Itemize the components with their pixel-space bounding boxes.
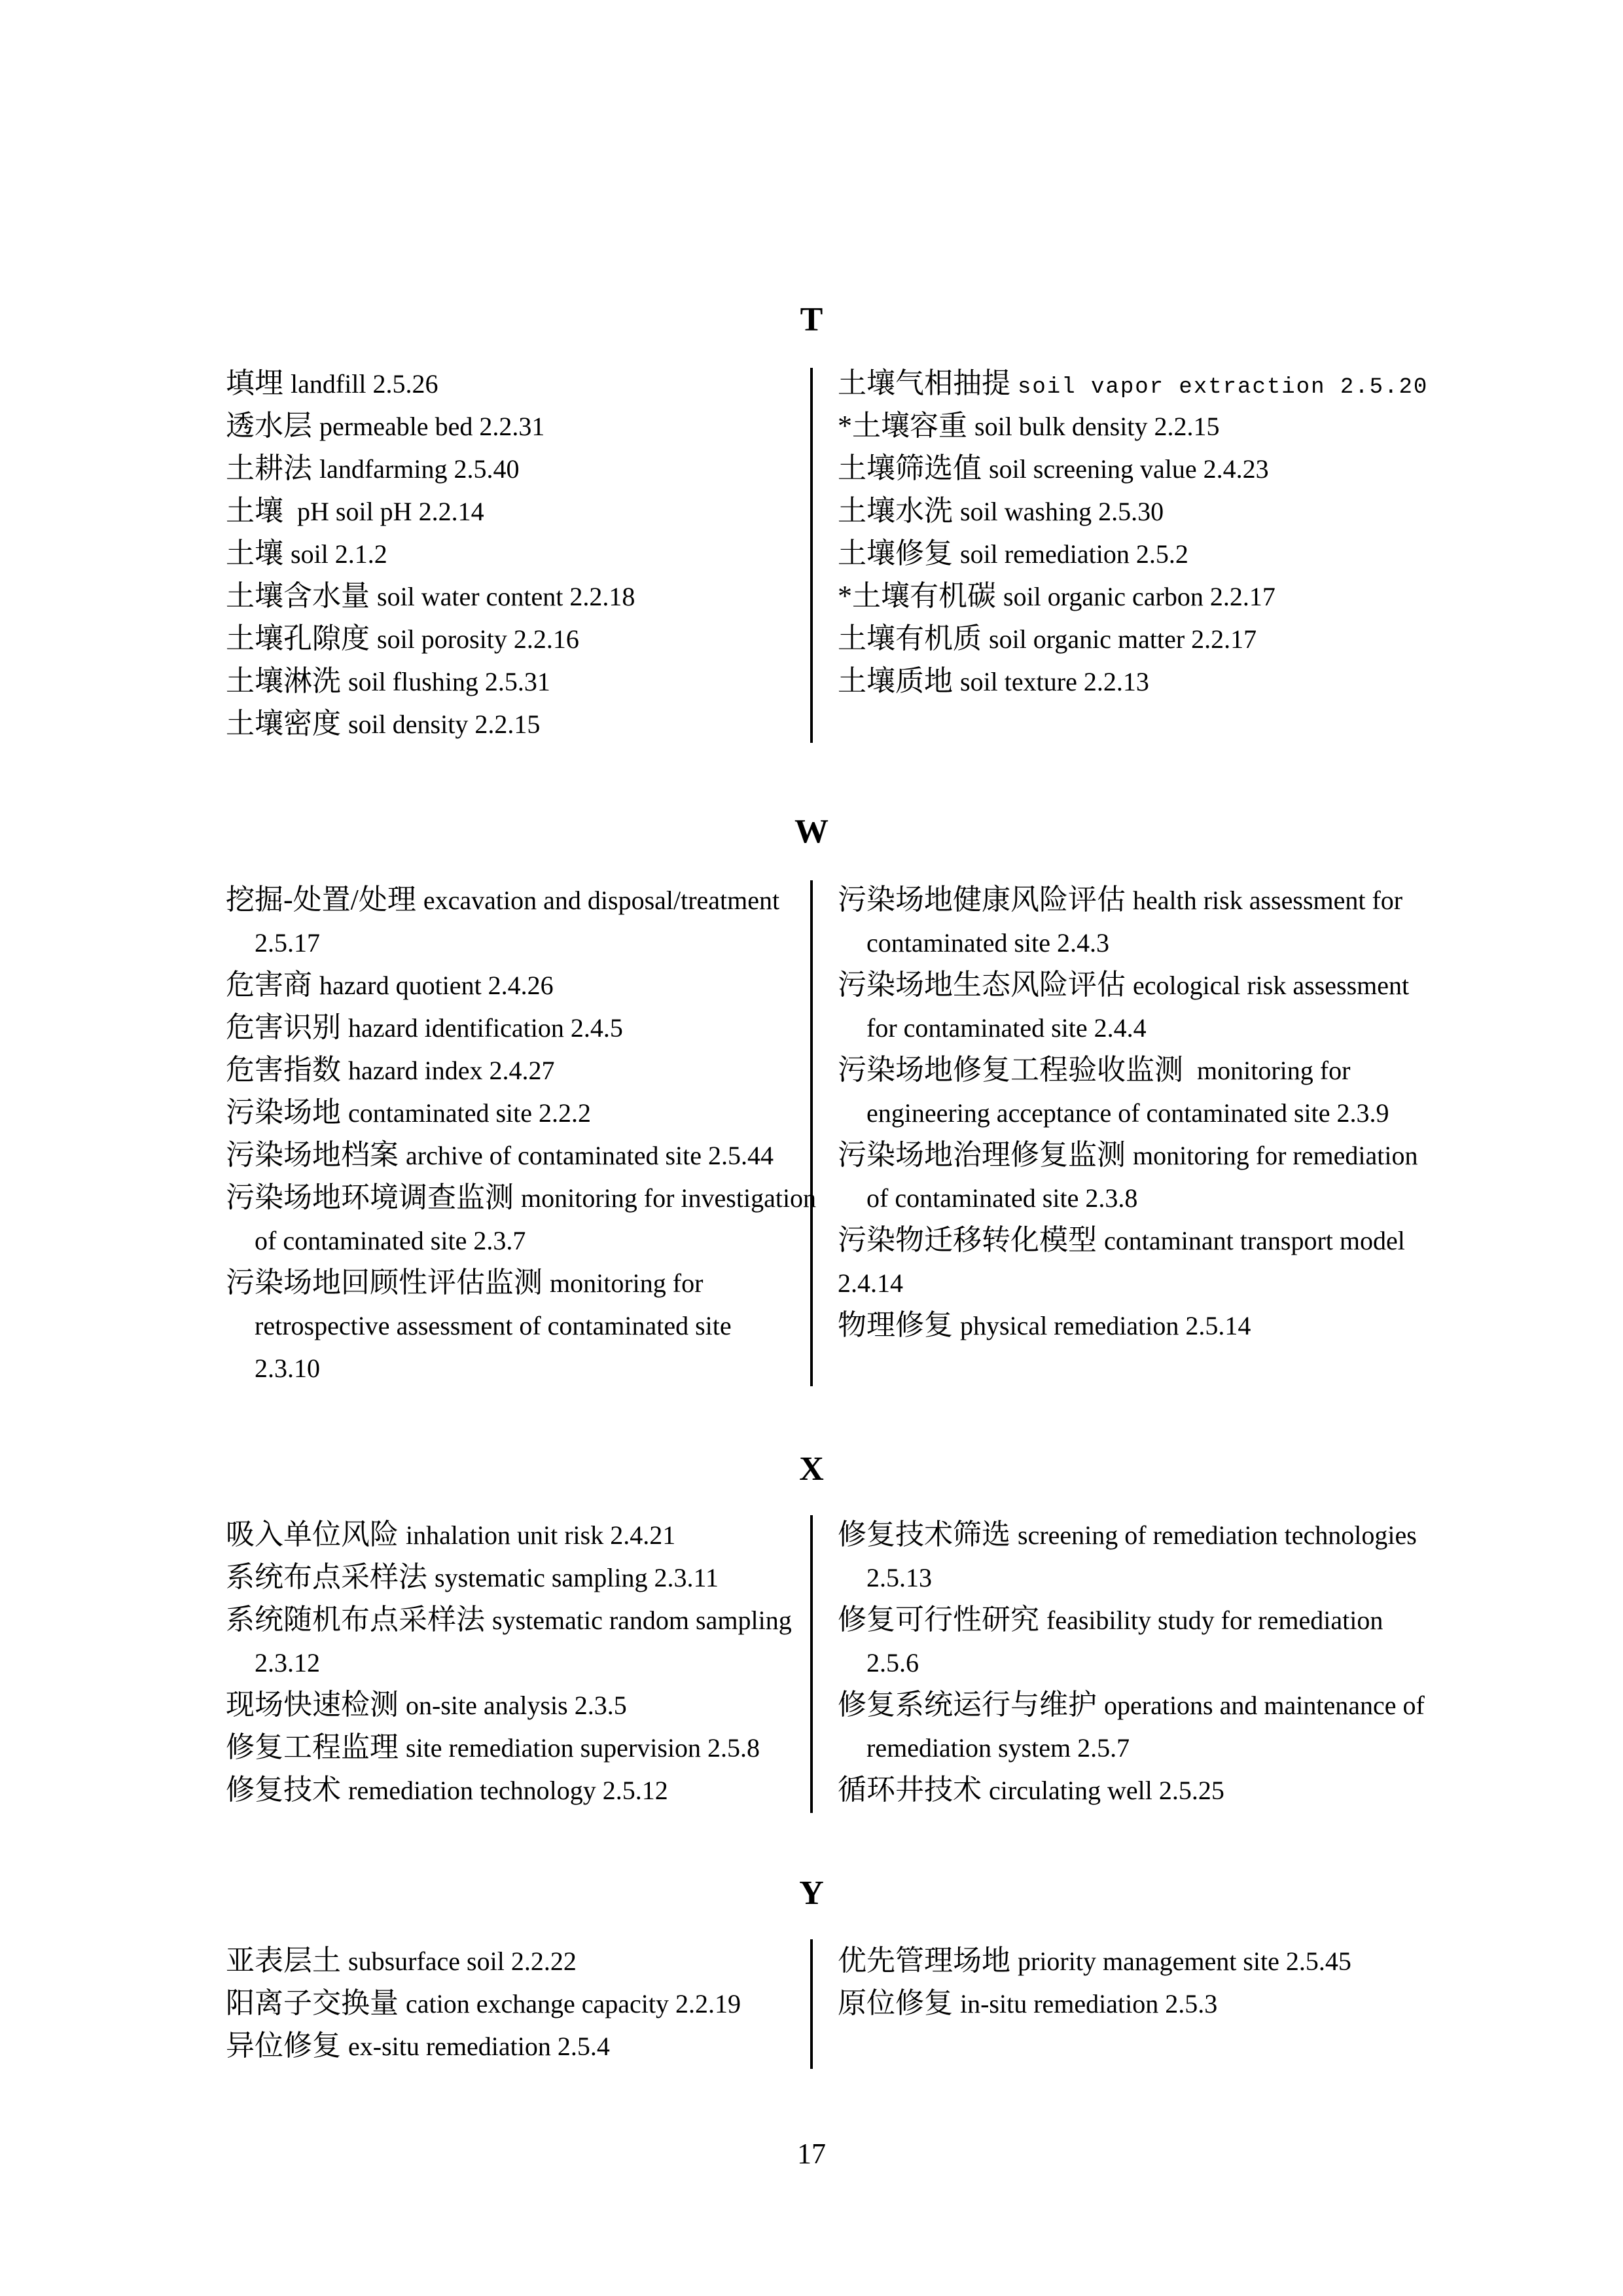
term-en: circulating well 2.5.25 — [989, 1776, 1224, 1805]
term-en: excavation and disposal/treatment — [423, 886, 780, 915]
term-en: soil porosity 2.2.16 — [377, 624, 579, 654]
term-en: soil texture 2.2.13 — [960, 667, 1149, 696]
index-entry-line — [838, 878, 1418, 921]
term-zh: 污染场地修复工程验收监测 — [838, 1054, 1183, 1086]
term-zh: 危害商 — [226, 969, 312, 1001]
term-en: of contaminated site 2.3.7 — [255, 1226, 526, 1255]
index-entry-line — [838, 575, 1428, 617]
index-entry-line — [226, 1346, 816, 1389]
term-en: soil bulk density 2.2.15 — [974, 412, 1220, 441]
term-zh: 污染场地 — [226, 1096, 341, 1128]
term-en: retrospective assessment of contaminated site — [255, 1311, 732, 1340]
index-entry-line — [226, 702, 635, 745]
term-zh: 污染场地回顾性评估监测 — [226, 1266, 543, 1299]
term-zh: 系统随机布点采样法 — [226, 1604, 485, 1636]
term-en: monitoring for remediation — [1133, 1141, 1418, 1170]
term-zh: 现场快速检测 — [226, 1689, 399, 1721]
term-en: cation exchange capacity 2.2.19 — [406, 1989, 741, 2018]
term-en: contaminant transport model — [1104, 1226, 1405, 1255]
term-en: landfill 2.5.26 — [291, 369, 438, 399]
index-entry-line — [838, 1982, 1351, 2024]
term-zh: 土壤质地 — [838, 665, 953, 697]
index-entry-line — [226, 362, 635, 404]
index-column-left-Y — [226, 1939, 741, 2067]
term-zh: 污染场地治理修复监测 — [838, 1139, 1126, 1171]
index-column-left-T — [226, 362, 635, 745]
index-entry-line — [838, 532, 1428, 575]
term-en: ex-situ remediation 2.5.4 — [348, 2032, 610, 2061]
term-zh: *土壤容重 — [838, 410, 967, 442]
term-en: feasibility study for remediation — [1046, 1605, 1383, 1635]
index-entry-line — [838, 1598, 1425, 1641]
index-entry-line — [838, 362, 1428, 404]
term-zh: 土壤有机质 — [838, 622, 982, 655]
term-en: soil organic carbon 2.2.17 — [1003, 582, 1275, 611]
index-entry-line — [838, 617, 1428, 660]
index-entry-line — [838, 1049, 1418, 1091]
column-divider — [810, 368, 813, 743]
index-entry-line — [226, 1641, 792, 1683]
index-entry-line — [226, 1683, 792, 1726]
index-entry-line — [838, 1006, 1418, 1049]
term-en: hazard identification 2.4.5 — [348, 1013, 623, 1043]
index-entry-line — [838, 1091, 1418, 1134]
term-zh: 土壤气相抽提 — [838, 367, 1010, 399]
term-zh: 土壤孔隙度 — [226, 622, 370, 655]
term-en: hazard index 2.4.27 — [348, 1056, 555, 1085]
term-en: for contaminated site 2.4.4 — [866, 1013, 1147, 1043]
index-entry-line — [226, 1726, 792, 1768]
term-en: of contaminated site 2.3.8 — [866, 1183, 1138, 1213]
term-zh: 修复可行性研究 — [838, 1604, 1039, 1636]
index-entry-line — [226, 1219, 816, 1261]
term-en: health risk assessment for — [1133, 886, 1403, 915]
term-zh: 透水层 — [226, 410, 312, 442]
term-zh: 危害指数 — [226, 1054, 341, 1086]
index-entry-line — [226, 1513, 792, 1556]
term-zh: 挖掘-处置/处理 — [226, 884, 416, 916]
section-header-X: X — [799, 1450, 824, 1488]
index-entry-line — [226, 1091, 816, 1134]
term-en: systematic sampling 2.3.11 — [435, 1563, 719, 1592]
index-column-left-X — [226, 1513, 792, 1811]
index-entry-line — [838, 1768, 1425, 1811]
term-zh: 土耕法 — [226, 452, 312, 484]
index-entry-line — [838, 963, 1418, 1006]
term-zh: 异位修复 — [226, 2030, 341, 2062]
term-en: 2.5.17 — [255, 928, 320, 958]
term-en: engineering acceptance of contaminated site 2.3.9 — [866, 1098, 1389, 1128]
term-en: site remediation supervision 2.5.8 — [406, 1733, 760, 1763]
index-entry-line — [838, 1134, 1418, 1176]
index-entry-line — [226, 617, 635, 660]
index-entry-line — [226, 447, 635, 490]
index-entry-line — [226, 963, 816, 1006]
index-entry-line — [226, 1939, 741, 1982]
term-zh: 土壤水洗 — [838, 495, 953, 527]
index-entry-line — [226, 1556, 792, 1598]
term-en: subsurface soil 2.2.22 — [348, 1946, 577, 1976]
term-en: permeable bed 2.2.31 — [319, 412, 545, 441]
term-en: ecological risk assessment — [1133, 971, 1410, 1000]
index-entry-line — [226, 404, 635, 447]
index-entry-line — [226, 1768, 792, 1811]
term-en: 2.3.10 — [255, 1354, 320, 1383]
term-zh: 循环井技术 — [838, 1774, 982, 1806]
term-zh: 危害识别 — [226, 1011, 341, 1043]
index-entry-line — [838, 1726, 1425, 1768]
term-zh: 土壤筛选值 — [838, 452, 982, 484]
term-zh: 土壤密度 — [226, 708, 341, 740]
index-entry-line — [838, 404, 1428, 447]
term-en: monitoring for investigation — [521, 1183, 817, 1213]
term-en: priority management site 2.5.45 — [1018, 1946, 1351, 1976]
term-zh: 土壤修复 — [838, 537, 953, 569]
term-en: soil density 2.2.15 — [348, 709, 541, 739]
term-zh: 原位修复 — [838, 1987, 953, 2019]
index-entry-line — [838, 1304, 1418, 1346]
index-entry-line — [226, 1982, 741, 2024]
term-zh: 污染场地生态风险评估 — [838, 969, 1126, 1001]
term-en: contaminated site 2.2.2 — [348, 1098, 592, 1128]
term-en: soil organic matter 2.2.17 — [989, 624, 1257, 654]
term-zh: *土壤有机碳 — [838, 580, 996, 612]
index-entry-line — [226, 878, 816, 921]
index-entry-line — [838, 490, 1428, 532]
index-entry-line — [838, 1513, 1425, 1556]
index-entry-line — [838, 1261, 1418, 1304]
term-en: soil flushing 2.5.31 — [348, 667, 550, 696]
term-en: soil water content 2.2.18 — [377, 582, 635, 611]
section-header-Y: Y — [799, 1874, 824, 1912]
page-number: 17 — [797, 2138, 826, 2170]
index-column-right-T — [838, 362, 1428, 702]
index-entry-line — [226, 660, 635, 702]
term-en: soil screening value 2.4.23 — [989, 454, 1269, 484]
term-zh: 修复技术 — [226, 1774, 341, 1806]
section-header-T: T — [800, 301, 823, 338]
index-entry-line — [226, 1006, 816, 1049]
term-en: soil remediation 2.5.2 — [960, 539, 1188, 569]
index-entry-line — [226, 1304, 816, 1346]
index-entry-line — [838, 447, 1428, 490]
index-entry-line — [838, 660, 1428, 702]
term-en: on-site analysis 2.3.5 — [406, 1691, 627, 1720]
index-entry-line — [226, 1598, 792, 1641]
term-en: monitoring for — [550, 1268, 704, 1298]
term-en: 2.5.13 — [866, 1563, 932, 1592]
term-en: hazard quotient 2.4.26 — [319, 971, 554, 1000]
term-en: 2.5.6 — [866, 1648, 919, 1677]
term-zh: 优先管理场地 — [838, 1945, 1010, 1977]
index-entry-line — [226, 1049, 816, 1091]
index-entry-line — [226, 575, 635, 617]
index-entry-line — [838, 1641, 1425, 1683]
index-entry-line — [226, 2024, 741, 2067]
term-zh: 吸入单位风险 — [226, 1518, 399, 1551]
index-entry-line — [226, 532, 635, 575]
term-zh: 土壤淋洗 — [226, 665, 341, 697]
term-zh: 土壤 — [226, 537, 283, 569]
index-column-right-Y — [838, 1939, 1351, 2024]
term-zh: 修复系统运行与维护 — [838, 1689, 1097, 1721]
term-en: screening of remediation technologies — [1018, 1520, 1417, 1550]
term-en: soil washing 2.5.30 — [960, 497, 1164, 526]
index-entry-line — [838, 1939, 1351, 1982]
index-entry-line — [838, 1176, 1418, 1219]
term-zh: 污染场地环境调查监测 — [226, 1181, 514, 1213]
term-zh: 填埋 — [226, 367, 283, 399]
term-en: 2.3.12 — [255, 1648, 320, 1677]
index-column-left-W — [226, 878, 816, 1389]
term-zh: 亚表层土 — [226, 1945, 341, 1977]
term-en: inhalation unit risk 2.4.21 — [406, 1520, 676, 1550]
term-en: in-situ remediation 2.5.3 — [960, 1989, 1218, 2018]
term-zh: 修复技术筛选 — [838, 1518, 1010, 1551]
term-en: systematic random sampling — [492, 1605, 792, 1635]
term-en: soil 2.1.2 — [291, 539, 387, 569]
index-entry-line — [838, 921, 1418, 963]
section-header-W: W — [794, 813, 829, 850]
index-column-right-W — [838, 878, 1418, 1346]
index-column-right-X — [838, 1513, 1425, 1811]
index-entry-line — [226, 921, 816, 963]
term-en: remediation system 2.5.7 — [866, 1733, 1130, 1763]
term-zh: 系统布点采样法 — [226, 1561, 427, 1593]
index-entry-line — [226, 1134, 816, 1176]
term-zh: 污染物迁移转化模型 — [838, 1224, 1097, 1256]
term-zh: 修复工程监理 — [226, 1731, 399, 1763]
term-en: operations and maintenance of — [1104, 1691, 1425, 1720]
index-entry-line — [838, 1683, 1425, 1726]
term-en: archive of contaminated site 2.5.44 — [406, 1141, 774, 1170]
term-en: pH soil pH 2.2.14 — [291, 497, 484, 526]
index-entry-line — [838, 1556, 1425, 1598]
term-en: 2.4.14 — [838, 1268, 903, 1298]
index-entry-line — [226, 1261, 816, 1304]
term-en: remediation technology 2.5.12 — [348, 1776, 668, 1805]
term-en: physical remediation 2.5.14 — [960, 1311, 1251, 1340]
term-zh: 土壤含水量 — [226, 580, 370, 612]
term-en: contaminated site 2.4.3 — [866, 928, 1110, 958]
term-zh: 污染场地档案 — [226, 1139, 399, 1171]
column-divider — [810, 1515, 813, 1813]
index-entry-line — [838, 1219, 1418, 1261]
term-en: monitoring for — [1190, 1056, 1351, 1085]
term-zh: 物理修复 — [838, 1309, 953, 1341]
term-zh: 阳离子交换量 — [226, 1987, 399, 2019]
term-zh: 污染场地健康风险评估 — [838, 884, 1126, 916]
index-entry-line — [226, 1176, 816, 1219]
term-zh: 土壤 — [226, 495, 283, 527]
index-entry-line — [226, 490, 635, 532]
term-en: landfarming 2.5.40 — [319, 454, 520, 484]
column-divider — [810, 1939, 813, 2069]
term-en: soil vapor extraction 2.5.20 — [1018, 375, 1429, 400]
